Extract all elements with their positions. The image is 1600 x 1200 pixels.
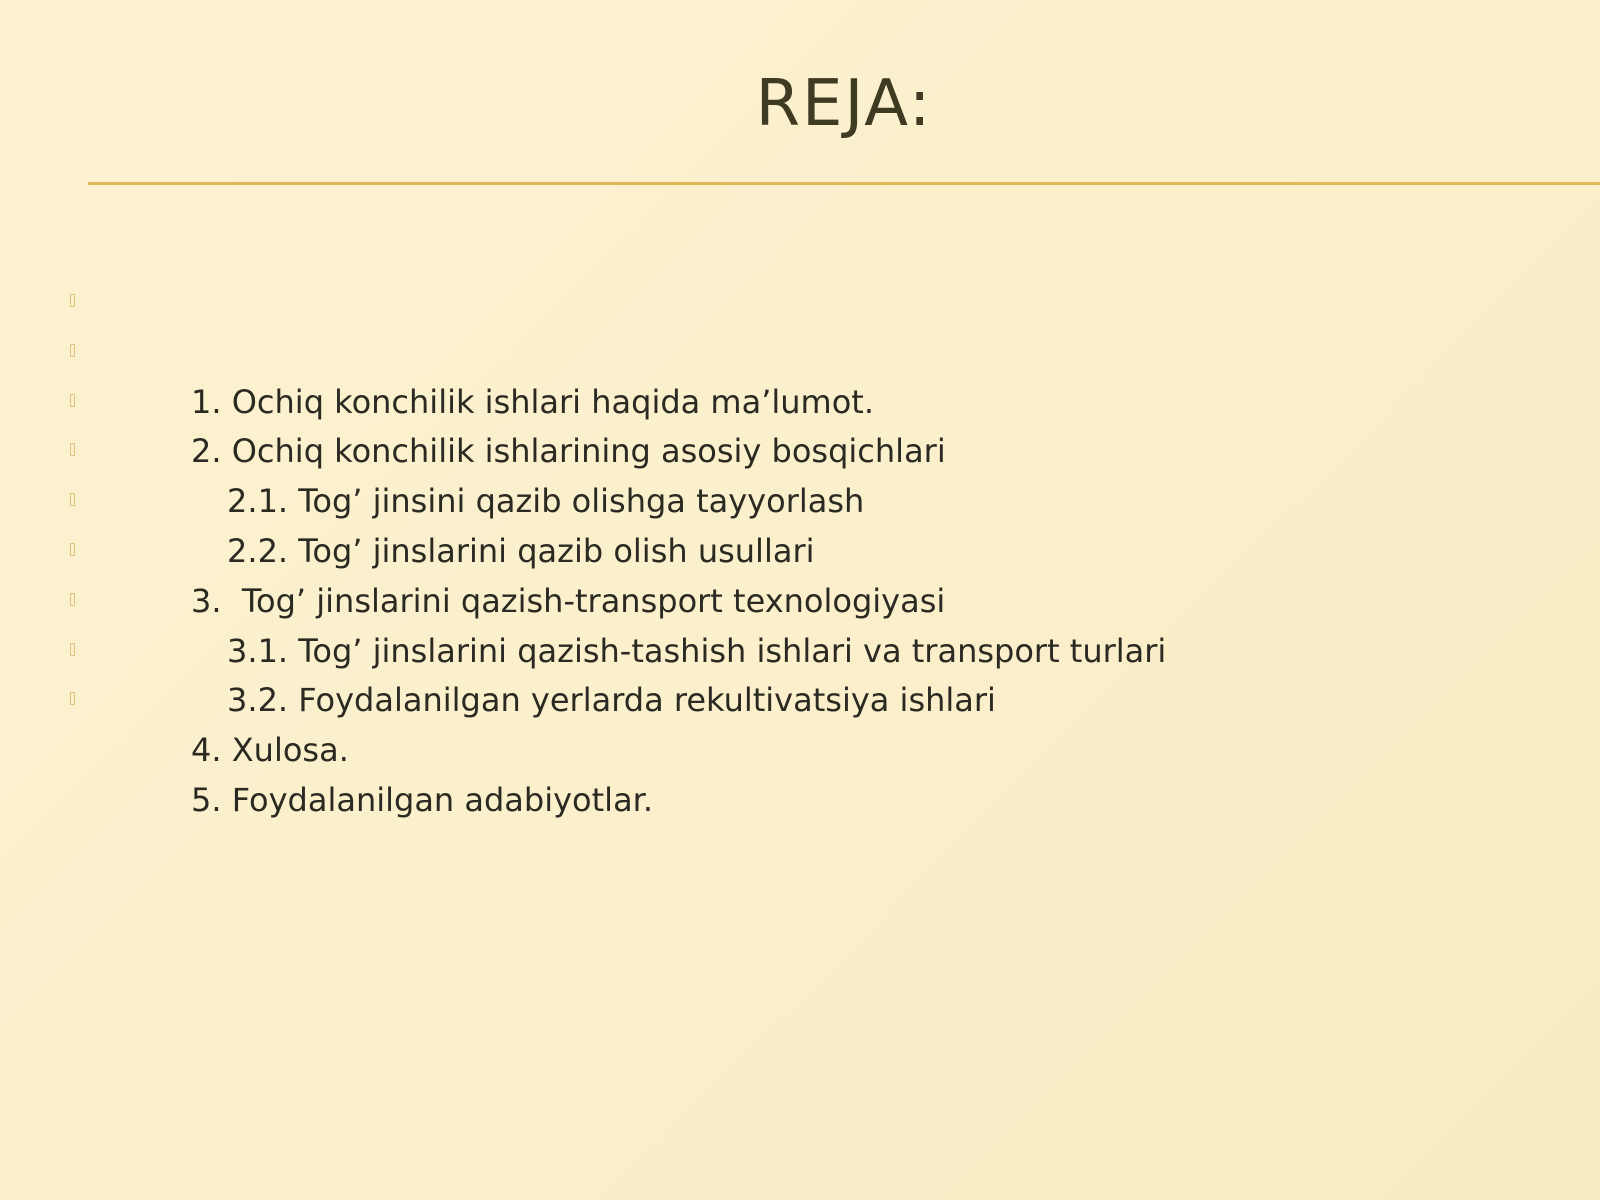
bullet-icon [70, 593, 75, 606]
bullet-icon [70, 643, 75, 656]
outline-item-text: 3.1. Tog’ jinslarini qazish-tashish ishlari va transport turlari [227, 631, 1167, 670]
title-divider [88, 182, 1600, 185]
outline-item-text: 3.2. Foydalanilgan yerlarda rekultivatsiya ishlari [227, 681, 996, 720]
bullet-icon [70, 294, 75, 307]
bullet-icon [70, 443, 75, 456]
outline-item-text: 1. Ochiq konchilik ishlari haqida ma’lumot. [191, 382, 875, 421]
bullet-icon [70, 493, 75, 506]
bullet-icon [70, 543, 75, 556]
outline-item-text: 2. Ochiq konchilik ishlarining asosiy bosqichlari [191, 432, 946, 471]
plan-outline [66, 278, 1167, 819]
outline-item-text: 2.1. Tog’ jinsini qazib olishga tayyorlash [227, 482, 865, 521]
outline-item-text: 5. Foydalanilgan adabiyotlar. [191, 780, 654, 819]
bullet-icon [70, 344, 75, 357]
outline-item-text: 2.2. Tog’ jinslarini qazib olish usullari [227, 531, 815, 570]
bullet-icon [70, 692, 75, 705]
slide-title: REJA: [755, 67, 933, 141]
outline-item-text: 4. Xulosa. [191, 731, 349, 770]
outline-item-1 [66, 278, 1166, 421]
bullet-icon [70, 394, 75, 407]
outline-item-text: 3. Tog’ jinslarini qazish-transport texnologiyasi [191, 581, 946, 620]
